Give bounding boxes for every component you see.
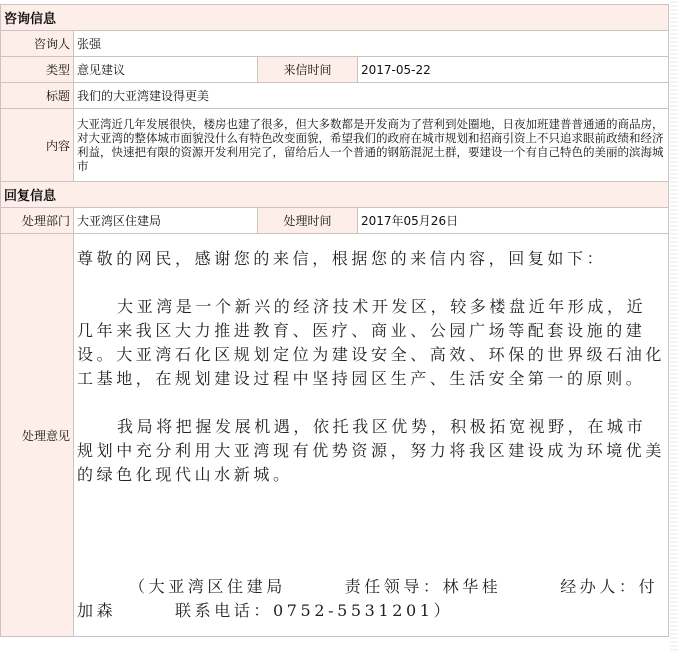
content-label: 内容	[1, 109, 74, 182]
opinion-paragraph-1: 大亚湾是一个新兴的经济技术开发区，较多楼盘近年形成，近几年来我区大力推进教育、医疗、商业、公园广场等配套设施的建设。大亚湾石化区规划定位为建设安全、高效、环保的世界级石油化工基地，在规划建设过程中坚持园区生产、生活安全第一的原则。	[77, 297, 666, 388]
title-row	[1, 83, 669, 109]
inquiry-section-title: 咨询信息	[1, 5, 669, 31]
opinion-label: 处理意见	[1, 234, 74, 637]
type-label: 类型	[1, 57, 74, 83]
received-time-label: 来信时间	[258, 57, 358, 83]
content-value: 大亚湾近几年发展很快，楼房也建了很多，但大多数都是开发商为了营利到处圈地，日夜加班建普普通通的商品房，对大亚湾的整体城市面貌没什么有特色改变面貌，希望我们的政府在城市规划和招商引资上不只追求眼前政绩和经济利益，快速把有限的资源开发利用完了，留给后人一个普通的钢筋混泥土群，要建设一个有自己特色的美丽的滨海城市	[74, 109, 669, 182]
opinion-signature: （大亚湾区住建局 责任领导：林华桂 经办人：付加森 联系电话：0752-5531201）	[77, 577, 659, 620]
reply-section-title: 回复信息	[1, 182, 669, 208]
inquiry-detail-table	[0, 4, 669, 637]
requester-value: 张强	[74, 31, 669, 57]
inquiry-section-header	[1, 5, 669, 31]
department-row	[1, 208, 669, 234]
scrollbar-track[interactable]	[670, 0, 678, 651]
handled-time-value: 2017年05月26日	[358, 208, 669, 234]
type-row	[1, 57, 669, 83]
opinion-value	[74, 234, 669, 637]
reply-section-header	[1, 182, 669, 208]
department-label: 处理部门	[1, 208, 74, 234]
type-value: 意见建议	[74, 57, 258, 83]
requester-label: 咨询人	[1, 31, 74, 57]
received-time-value: 2017-05-22	[358, 57, 669, 83]
title-label: 标题	[1, 83, 74, 109]
opinion-greeting: 尊敬的网民，感谢您的来信，根据您的来信内容，回复如下：	[77, 249, 607, 268]
department-value: 大亚湾区住建局	[74, 208, 258, 234]
content-row	[1, 109, 669, 182]
title-value: 我们的大亚湾建设得更美	[74, 83, 669, 109]
handled-time-label: 处理时间	[258, 208, 358, 234]
requester-row	[1, 31, 669, 57]
opinion-paragraph-2: 我局将把握发展机遇，依托我区优势，积极拓宽视野，在城市规划中充分利用大亚湾现有优势资源，努力将我区建设成为环境优美的绿色化现代山水新城。	[77, 417, 666, 484]
opinion-row	[1, 234, 669, 637]
